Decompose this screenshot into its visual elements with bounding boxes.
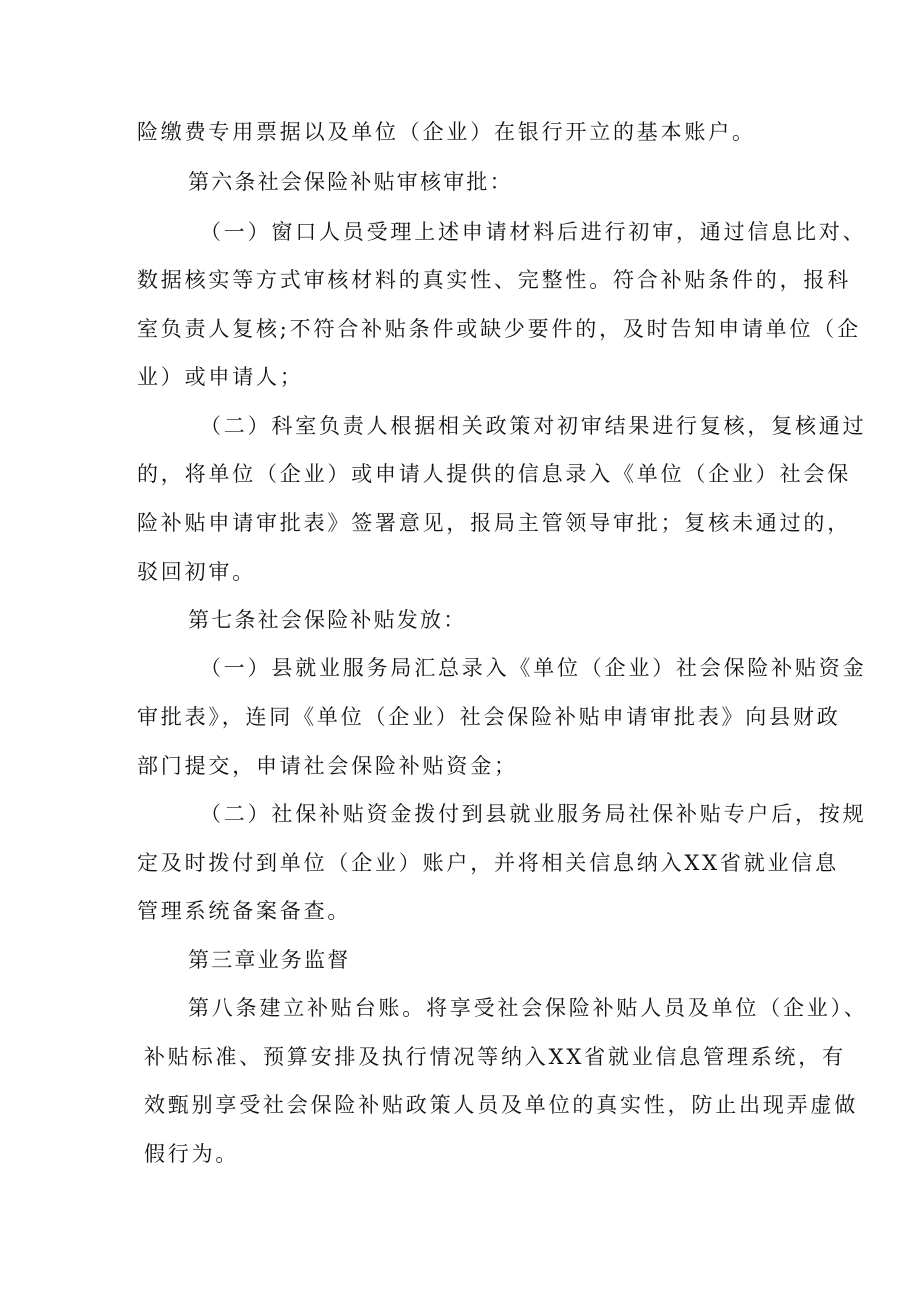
section-heading: 第六条社会保险补贴审核审批：: [188, 170, 513, 194]
text-line: 效甄别享受社会保险补贴政策人员及单位的真实性，防止出现弄虚做: [144, 1093, 858, 1117]
text-line: 险缴费专用票据以及单位（企业）在银行开立的基本账户。: [137, 120, 756, 144]
section-heading: 第七条社会保险补贴发放：: [188, 608, 467, 632]
text-line: 补贴标准、预算安排及执行情况等纳入XX省就业信息管理系统，有: [144, 1045, 846, 1069]
text-line: 管理系统备案备查。: [137, 899, 352, 923]
text-line: （二）科室负责人根据相关政策对初审结果进行复核，复核通过: [200, 414, 867, 438]
text-line: 驳回初审。: [137, 560, 256, 584]
text-line: 数据核实等方式审核材料的真实性、完整性。符合补贴条件的，报科: [137, 268, 851, 292]
chapter-heading: 第三章业务监督: [188, 948, 351, 972]
text-line: 假行为。: [144, 1142, 240, 1166]
text-line: 室负责人复核;不符合补贴条件或缺少要件的，及时告知申请单位（企: [137, 317, 861, 341]
text-line: （二）社保补贴资金拨付到县就业服务局社保补贴专户后，按规: [200, 802, 867, 826]
text-line: 定及时拨付到单位（企业）账户，并将相关信息纳入XX省就业信息: [137, 851, 839, 875]
text-line: 审批表》，连同《单位（企业）社会保险补贴申请审批表》向县财政: [137, 705, 841, 729]
text-line: 第八条建立补贴台账。将享受社会保险补贴人员及单位（企业）、: [188, 996, 868, 1020]
text-line: （一）窗口人员受理上述申请材料后进行初审，通过信息比对、: [200, 220, 867, 244]
text-line: 部门提交，申请社会保险补贴资金；: [137, 754, 518, 778]
text-line: 的，将单位（企业）或申请人提供的信息录入《单位（企业）社会保: [137, 462, 851, 486]
text-line: （一）县就业服务局汇总录入《单位（企业）社会保险补贴资金: [200, 656, 867, 680]
text-line: 业）或申请人；: [137, 365, 304, 389]
text-line: 险补贴申请审批表》签署意见，报局主管领导审批；复核未通过的，: [137, 511, 851, 535]
